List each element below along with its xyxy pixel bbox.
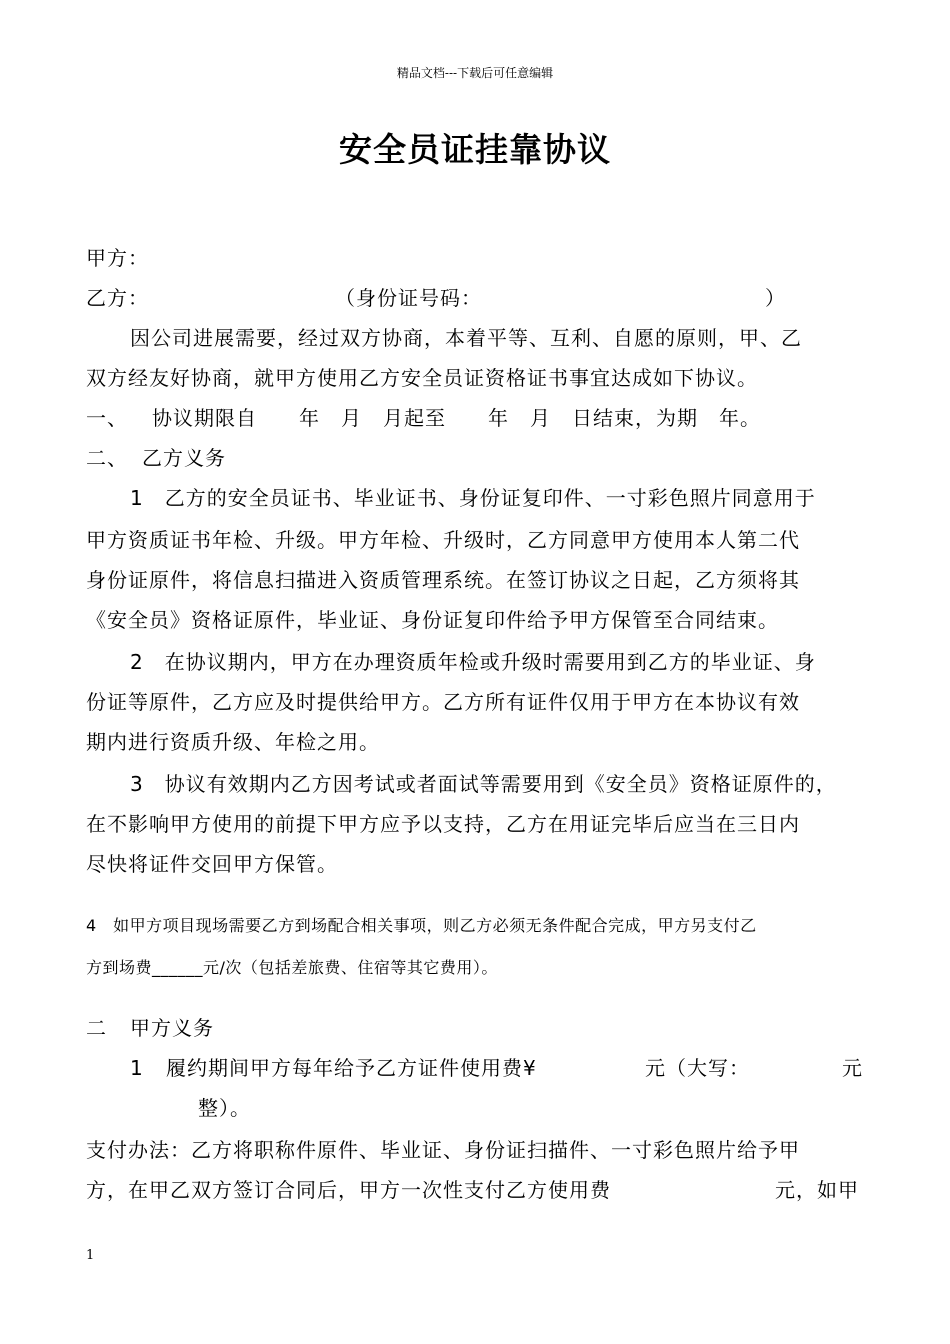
section-2-number: 二、: [86, 446, 128, 470]
document-title: 安全员证挂靠协议: [339, 130, 611, 169]
header-note: 精品文档---下载后可任意编辑: [396, 66, 554, 80]
obligation-1-end: 整）。: [198, 1096, 251, 1120]
obligation-1-number: 1: [130, 1056, 144, 1080]
payment-line-2: 方，在甲乙双方签订合同后，甲方一次性支付乙方使用费: [86, 1178, 611, 1202]
payment-line-2-end: 元，如甲: [775, 1178, 859, 1202]
item-2-line-3: 期内进行资质升级、年检之用。: [86, 730, 380, 754]
section-2-title: 乙方义务: [142, 446, 226, 470]
item-2-line-2: 份证等原件，乙方应及时提供给甲方。乙方所有证件仅用于甲方在本协议有效: [86, 690, 800, 714]
payment-line-1: 支付办法：乙方将职称件原件、毕业证、身份证扫描件、一寸彩色照片给予甲: [86, 1138, 800, 1162]
party-b-id-close: ）: [765, 286, 786, 310]
item-1-line-2: 甲方资质证书年检、升级。甲方年检、升级时，乙方同意甲方使用本人第二代: [86, 528, 800, 552]
obligation-1-yuan-2: 元: [842, 1056, 863, 1080]
section-1-text: 协议期限自 年 月 月起至 年 月 日结束，为期 年。: [152, 406, 761, 430]
intro-line-2: 双方经友好协商，就甲方使用乙方安全员证资格证书事宜达成如下协议。: [86, 366, 758, 390]
party-b-label: 乙方：: [86, 286, 149, 310]
item-1-line-4: 《安全员》资格证原件，毕业证、身份证复印件给予甲方保管至合同结束。: [86, 608, 779, 632]
obligation-1-text: 履约期间甲方每年给予乙方证件使用费¥: [166, 1056, 537, 1080]
item-2-line-1: 2 在协议期内，甲方在办理资质年检或升级时需要用到乙方的毕业证、身: [130, 650, 816, 674]
item-3-line-2: 在不影响甲方使用的前提下甲方应予以支持，乙方在用证完毕后应当在三日内: [86, 812, 800, 836]
section-1-number: 一、: [86, 406, 128, 430]
section-3-number: 二: [86, 1016, 107, 1040]
item-3-line-1: 3 协议有效期内乙方因考试或者面试等需要用到《安全员》资格证原件的，: [130, 772, 837, 796]
item-1-line-1: 1 乙方的安全员证书、毕业证书、身份证复印件、一寸彩色照片同意用于: [130, 486, 816, 510]
obligation-1-yuan: 元（大写：: [645, 1056, 750, 1080]
item-1-line-3: 身份证原件，将信息扫描进入资质管理系统。在签订协议之日起，乙方须将其: [86, 568, 800, 592]
item-4-line-2: 方到场费______元/次（包括差旅费、住宿等其它费用）。: [86, 958, 498, 977]
item-4-line-1: 4 如甲方项目现场需要乙方到场配合相关事项，则乙方必须无条件配合完成，甲方另支付乙: [86, 916, 757, 935]
intro-line-1: 因公司进展需要，经过双方协商，本着平等、互利、自愿的原则，甲、乙: [130, 326, 802, 350]
party-b-id-label: （身份证号码：: [335, 286, 482, 310]
section-3-title: 甲方义务: [130, 1016, 214, 1040]
page-number: 1: [86, 1248, 95, 1263]
item-3-line-3: 尽快将证件交回甲方保管。: [86, 852, 338, 876]
party-a-label: 甲方：: [86, 246, 149, 270]
